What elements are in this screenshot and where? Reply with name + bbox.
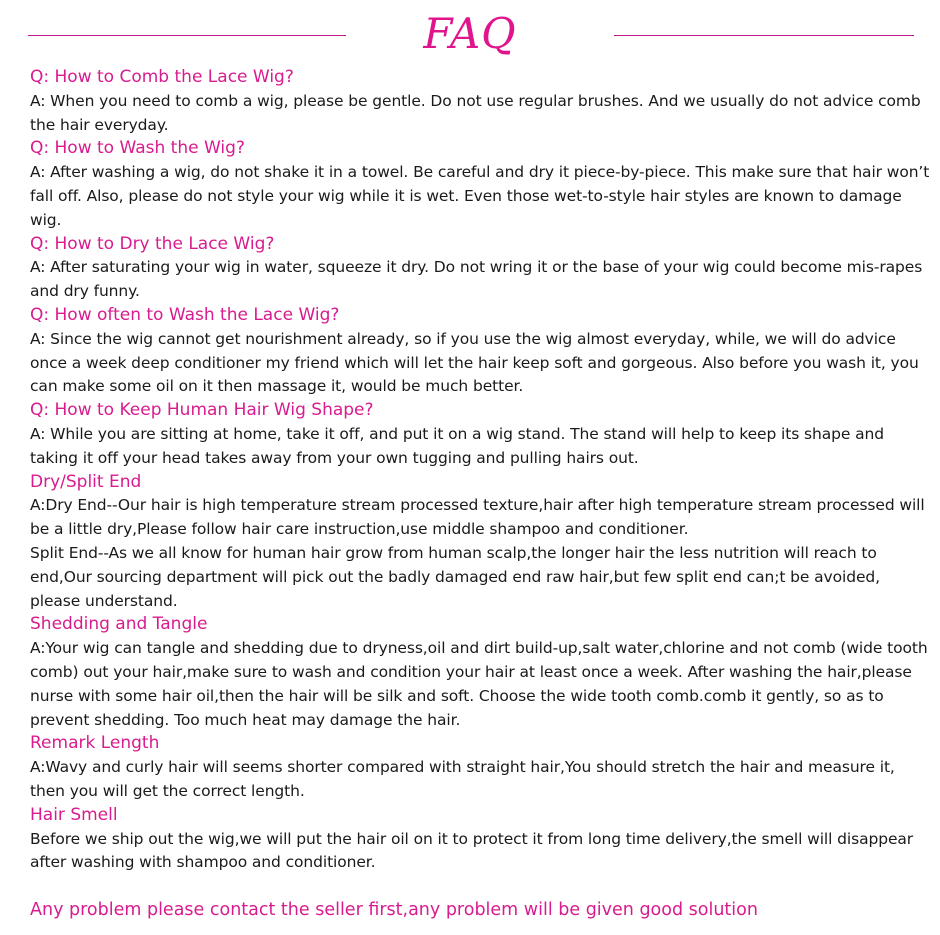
faq-answer: Split End--As we all know for human hair grow from human scalp,the longer hair the less nutrition will reach to end,Our sourcing department will pick out the badly damaged end raw hair,but few split end can;t be avoided, please understand. <box>30 543 880 610</box>
faq-answer: Before we ship out the wig,we will put the hair oil on it to protect it from long time delivery,the smell will disappear after washing with shampoo and conditioner. <box>30 829 914 872</box>
faq-question: Dry/Split End <box>30 471 142 492</box>
faq-item-length <box>30 732 930 803</box>
faq-question: Q: How to Comb the Lace Wig? <box>30 67 294 87</box>
faq-item-dry <box>30 233 930 304</box>
faq-answer: A: When you need to comb a wig, please be gentle. Do not use regular brushes. And we usually do not advice comb the hair everyday. <box>30 91 921 134</box>
faq-answer: A: Since the wig cannot get nourishment already, so if you use the wig almost everyday, while, we will do advice once a week deep conditioner my friend which will let the hair keep soft and gorgeous. Also before you wash it, you can make some oil on it then massage it, would be much better. <box>30 329 919 396</box>
faq-question: Q: How to Keep Human Hair Wig Shape? <box>30 400 374 421</box>
faq-question: Q: How to Dry the Lace Wig? <box>30 233 275 254</box>
faq-question: Q: How to Wash the Wig? <box>30 138 245 159</box>
faq-answer: A: After washing a wig, do not shake it in a towel. Be careful and dry it piece-by-piece. This make sure that hair won’t fall off. Also, please do not style your wig while it is wet. Even those wet-to-style hair styles are known to damage wig. <box>30 163 930 229</box>
faq-question: Shedding and Tangle <box>30 614 208 635</box>
faq-item-shape <box>30 399 930 470</box>
faq-question: Q: How often to Wash the Lace Wig? <box>30 304 340 325</box>
faq-answer: A:Wavy and curly hair will seems shorter compared with straight hair,You should stretch the hair and measure it, then you will get the correct length. <box>30 758 895 800</box>
faq-item-smell <box>30 804 930 875</box>
faq-item-wash <box>30 137 930 232</box>
header-divider-left <box>28 35 346 36</box>
faq-header <box>0 0 940 66</box>
faq-item-shedding <box>30 613 930 732</box>
faq-item-wash-frequency <box>30 304 930 399</box>
faq-question: Remark Length <box>30 733 160 754</box>
page-title: FAQ <box>423 9 517 58</box>
faq-answer: A:Dry End--Our hair is high temperature stream processed texture,hair after high temperature stream processed will be a little dry,Please follow hair care instruction,use middle shampoo and conditioner. <box>30 496 925 539</box>
faq-answer: A: While you are sitting at home, take it off, and put it on a wig stand. The stand will help to keep its shape and taking it off your head takes away from your own tugging and pulling hairs out. <box>30 424 884 467</box>
faq-answer: A:Your wig can tangle and shedding due to dryness,oil and dirt build-up,salt water,chlorine and not comb (wide tooth comb) out your hair,make sure to wash and condition your hair at least once a week. After washing the hair,please nurse with some hair oil,then the hair will be silk and soft. Choose the wide tooth comb.comb it gently, so as to prevent shedding. Too much heat may damage the hair. <box>30 639 928 729</box>
contact-note: Any problem please contact the seller first,any problem will be given good solution <box>30 900 758 920</box>
faq-answer: A: After saturating your wig in water, squeeze it dry. Do not wring it or the base of your wig could become mis-rapes and dry funny. <box>30 258 923 301</box>
faq-item-comb <box>30 66 930 137</box>
faq-question: Hair Smell <box>30 804 118 825</box>
faq-list <box>30 66 930 875</box>
header-divider-right <box>614 35 914 36</box>
faq-item-split-end <box>30 471 930 614</box>
